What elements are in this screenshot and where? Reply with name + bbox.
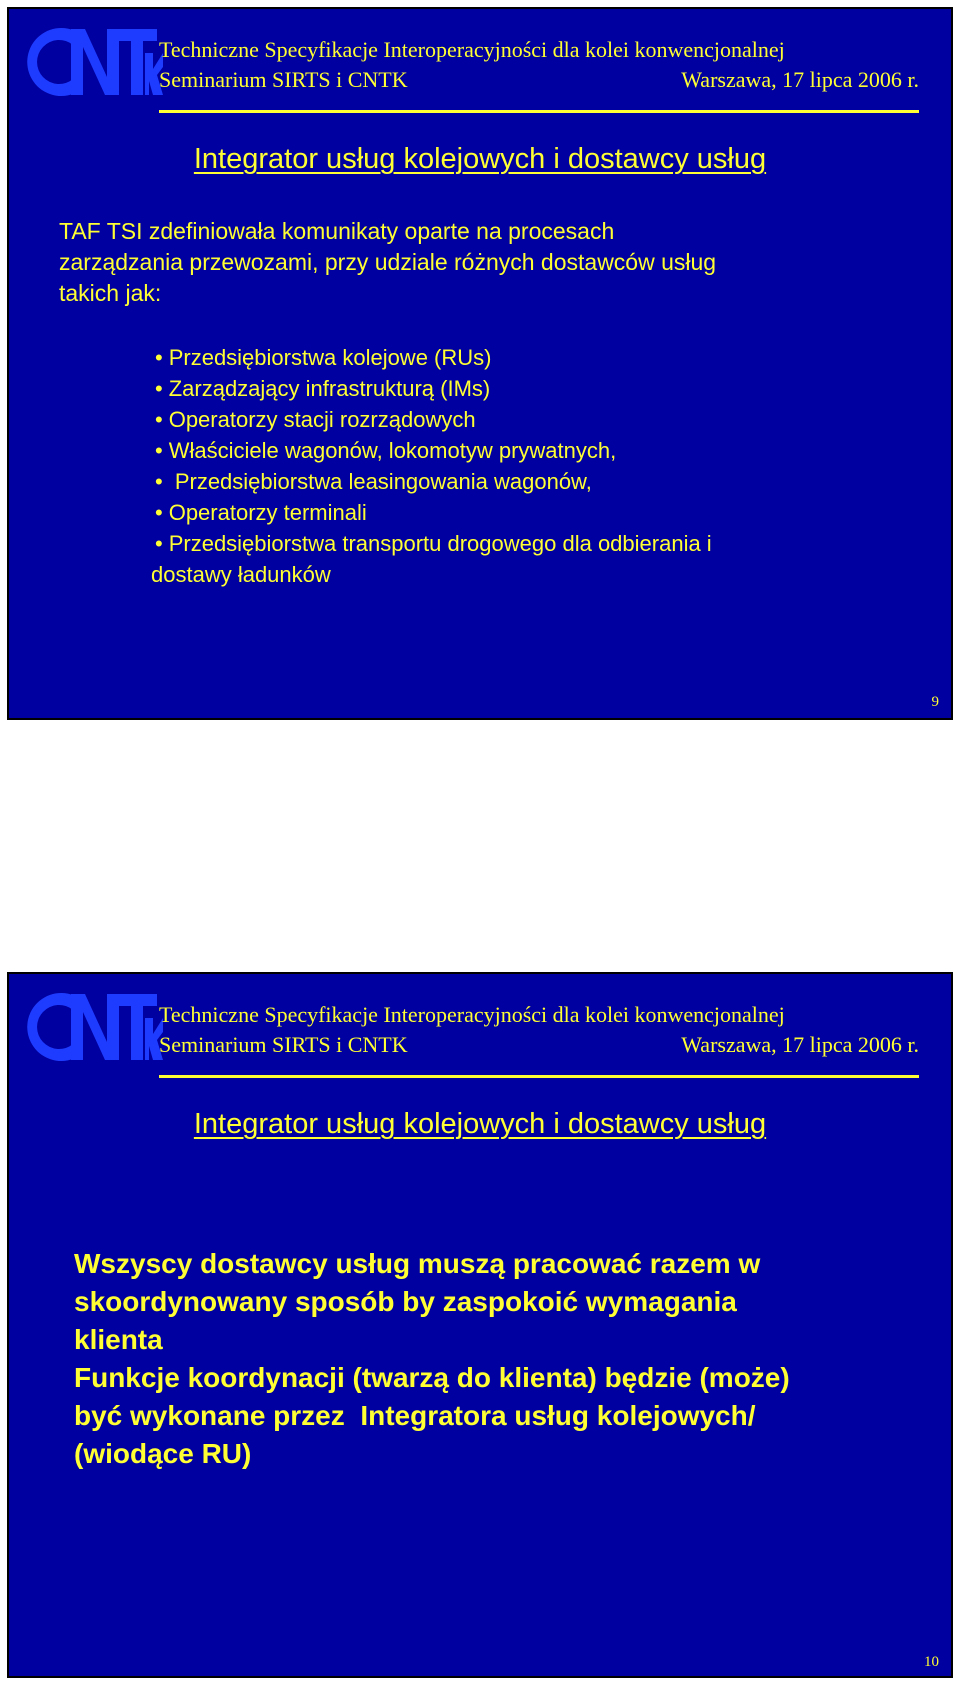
bullet-icon: • xyxy=(155,376,163,401)
body-line: skoordynowany sposób by zaspokoić wymagania xyxy=(74,1286,737,1317)
header-seminar: Seminarium SIRTS i CNTK xyxy=(159,1032,408,1057)
cntk-logo xyxy=(23,988,163,1064)
intro-line: takich jak: xyxy=(59,280,162,306)
list-item: • Operatorzy terminali xyxy=(155,500,367,525)
coordination-text xyxy=(74,1245,790,1473)
provider-list xyxy=(151,342,712,590)
slide-title: Integrator usług kolejowych i dostawcy usług xyxy=(193,1108,767,1140)
list-item: • Właściciele wagonów, lokomotyw prywatnych, xyxy=(155,438,617,463)
header-divider xyxy=(159,1075,919,1078)
list-item: • Operatorzy stacji rozrządowych xyxy=(155,407,476,432)
header-seminar: Seminarium SIRTS i CNTK xyxy=(159,67,408,92)
header-date: Warszawa, 17 lipca 2006 r. xyxy=(681,1032,919,1057)
slide-9 xyxy=(7,7,953,720)
bullet-icon: • xyxy=(155,531,163,556)
header-title: Techniczne Specyfikacje Interoperacyjności dla kolei konwencjonalnej xyxy=(159,37,785,62)
header-title: Techniczne Specyfikacje Interoperacyjności dla kolei konwencjonalnej xyxy=(159,1002,785,1027)
intro-line: TAF TSI zdefiniowała komunikaty oparte na procesach xyxy=(59,218,615,244)
bullet-icon: • xyxy=(155,407,163,432)
bullet-icon: • xyxy=(155,438,163,463)
body-line: Funkcje koordynacji (twarzą do klienta) będzie (może) xyxy=(74,1362,790,1393)
list-item-continuation: dostawy ładunków xyxy=(151,562,331,587)
body-line: Wszyscy dostawcy usług muszą pracować razem w xyxy=(74,1248,761,1279)
body-line: klienta xyxy=(74,1324,163,1355)
list-item: • Zarządzający infrastrukturą (IMs) xyxy=(155,376,491,401)
cntk-logo xyxy=(23,23,163,99)
bullet-icon: • xyxy=(155,500,163,525)
page-number: 9 xyxy=(931,694,939,710)
bullet-icon: • xyxy=(155,469,163,494)
page-number: 10 xyxy=(924,1654,939,1670)
list-item: • Przedsiębiorstwa transportu drogowego dla odbierania i xyxy=(155,531,712,556)
intro-line: zarządzania przewozami, przy udziale różnych dostawców usług xyxy=(59,249,717,275)
slide-title: Integrator usług kolejowych i dostawcy usług xyxy=(193,143,767,175)
header-date: Warszawa, 17 lipca 2006 r. xyxy=(681,67,919,92)
body-line: być wykonane przez Integratora usług kolejowych/ xyxy=(74,1400,756,1431)
bullet-icon: • xyxy=(155,345,163,370)
list-item: • Przedsiębiorstwa leasingowania wagonów, xyxy=(155,469,592,494)
list-item: • Przedsiębiorstwa kolejowe (RUs) xyxy=(155,345,492,370)
body-line: (wiodące RU) xyxy=(74,1438,252,1469)
intro-text xyxy=(59,216,716,309)
header-divider xyxy=(159,110,919,113)
